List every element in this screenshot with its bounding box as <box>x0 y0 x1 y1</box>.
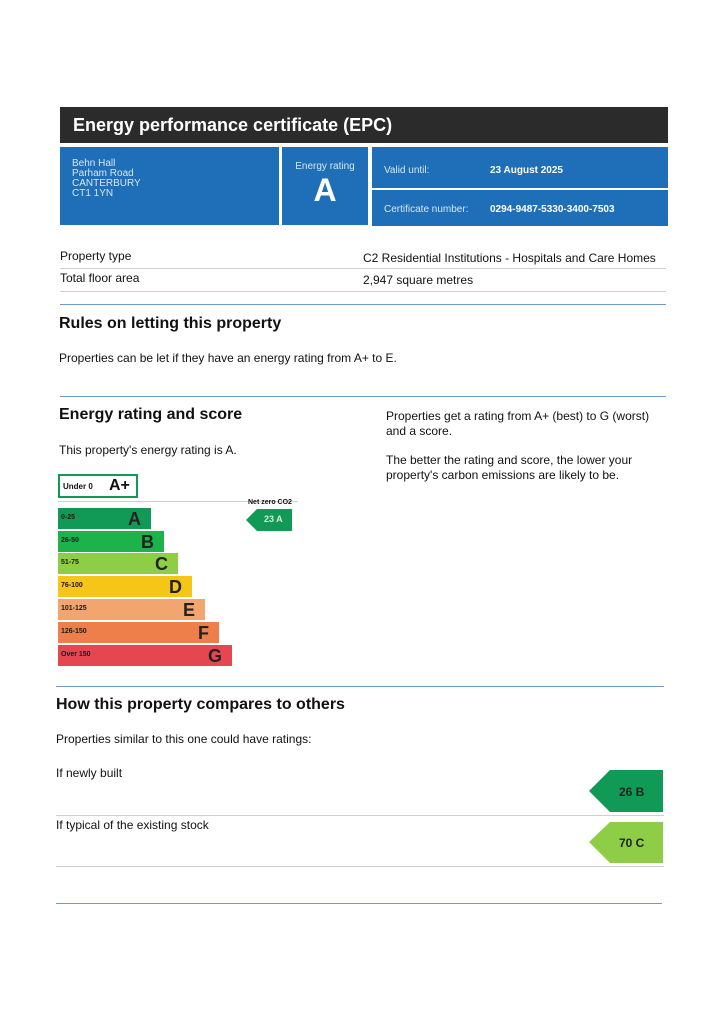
newly-built-value: 26 B <box>619 785 645 799</box>
compare-intro: Properties similar to this one could have ratings: <box>56 732 312 746</box>
letting-text: Properties can be let if they have an energy rating from A+ to E. <box>59 351 397 365</box>
section-divider <box>60 304 666 305</box>
section-divider <box>56 903 662 904</box>
under-zero-letter: A+ <box>109 477 130 494</box>
rating-info-1: Properties get a rating from A+ (best) to G (worst) and a score. <box>386 409 650 438</box>
validity-cell <box>372 147 668 188</box>
section-divider <box>56 686 664 687</box>
divider <box>56 815 664 816</box>
property-type-label: Property type <box>60 249 132 263</box>
floor-area-value: 2,947 square metres <box>363 273 474 287</box>
certificate-label: Certificate number: <box>384 204 469 215</box>
rating-info-2: The better the rating and score, the lower your property's carbon emissions are likely to be. <box>386 453 633 482</box>
band-letter: A <box>128 509 141 529</box>
divider <box>56 866 664 867</box>
rating-statement: This property's energy rating is A. <box>59 443 237 457</box>
under-zero-label: Under 0 <box>63 482 93 491</box>
band-d <box>58 576 192 597</box>
address-line: Behn Hall <box>72 158 116 169</box>
valid-until-label: Valid until: <box>384 165 430 176</box>
band-letter: B <box>141 532 154 552</box>
energy-rating-value: A <box>313 172 337 208</box>
certificate-number: 0294-9487-5330-3400-7503 <box>490 204 615 215</box>
band-letter: F <box>198 623 209 643</box>
divider <box>60 268 666 269</box>
band-range: 101-125 <box>61 605 87 612</box>
band-range: 76-100 <box>61 582 83 589</box>
divider <box>60 291 666 292</box>
existing-stock-label: If typical of the existing stock <box>56 818 209 832</box>
band-a <box>58 508 151 529</box>
net-zero-label: Net zero CO2 <box>248 499 292 506</box>
band-c <box>58 553 178 574</box>
band-range: 51-75 <box>61 559 79 566</box>
current-rating-label: 23 A <box>264 514 283 524</box>
band-letter: G <box>207 646 222 666</box>
property-type-value: C2 Residential Institutions - Hospitals and Care Homes <box>363 251 656 265</box>
band-range: 126-150 <box>61 628 87 635</box>
address-line: CANTERBURY <box>72 178 141 189</box>
band-g <box>58 645 232 666</box>
band-letter: D <box>169 577 182 597</box>
floor-area-label: Total floor area <box>60 271 140 285</box>
under-zero-band <box>58 474 138 498</box>
letting-heading: Rules on letting this property <box>59 315 282 332</box>
newly-built-label: If newly built <box>56 766 123 780</box>
band-f <box>58 622 219 643</box>
band-b <box>58 531 164 552</box>
band-letter: C <box>155 554 168 574</box>
existing-stock-value: 70 C <box>619 836 645 850</box>
band-range: 0-25 <box>61 514 76 521</box>
epc-title: Energy performance certificate (EPC) <box>60 107 668 143</box>
valid-until-value: 23 August 2025 <box>490 165 563 176</box>
address-block <box>60 147 279 225</box>
band-letter: E <box>182 600 195 620</box>
band-range: 26-50 <box>61 537 79 544</box>
band-e <box>58 599 205 620</box>
band-range: Over 150 <box>61 651 91 658</box>
rating-heading: Energy rating and score <box>59 406 243 423</box>
section-divider <box>60 396 666 397</box>
compare-heading: How this property compares to others <box>56 696 345 713</box>
certificate-cell <box>372 190 668 226</box>
energy-rating-label: Energy rating <box>295 161 355 172</box>
energy-rating-box <box>282 147 368 225</box>
address-line: Parham Road <box>72 168 134 179</box>
address-line: CT1 1YN <box>72 188 114 199</box>
